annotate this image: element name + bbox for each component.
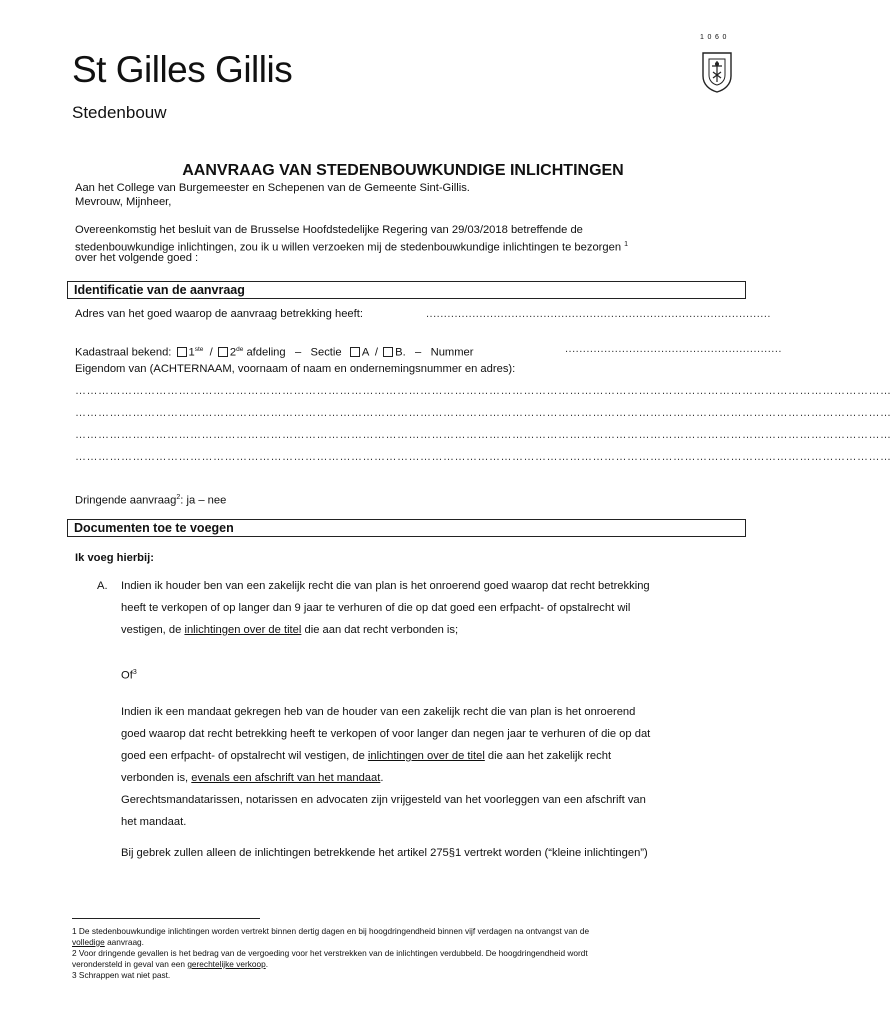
cadastral-label: Kadastraal bekend:	[75, 346, 172, 359]
fallback-note: Bij gebrek zullen alleen de inlichtingen betrekkende het artikel 275§1 vertrekt worden (“kleine inlichtingen”)	[121, 847, 648, 859]
owner-label: Eigendom van (ACHTERNAAM, voornaam of naam en ondernemingsnummer en adres):	[75, 363, 516, 375]
second-division-checkbox[interactable]	[218, 347, 228, 357]
footnote-ref-1: 1	[624, 241, 629, 248]
item-a-text	[121, 575, 736, 641]
item-b-line: goed waarop dat recht betrekking heeft te verkopen of voor langer dan negen jaar te verhuren of die op dat	[121, 728, 651, 740]
section-heading-documents: Documenten toe te voegen	[67, 519, 746, 537]
footnote-divider	[72, 918, 260, 919]
footnote-2-line: 2 Voor dringende gevallen is het bedrag van de vergoeding voor het verstrekken van de inlichtingen verdubbeld. De hoogdringendheid wordt	[72, 948, 588, 958]
document-title: AANVRAAG VAN STEDENBOUWKUNDIGE INLICHTINGEN	[182, 162, 624, 179]
attach-label: Ik voeg hierbij:	[75, 552, 154, 564]
dash: –	[294, 346, 302, 359]
text: goed een erfpacht- of opstalrecht wil vestigen, de	[121, 750, 368, 762]
logo-title: St Gilles Gillis	[72, 49, 293, 90]
owner-input-line[interactable]: ……………………………………………………………………………………………………………………………………………………………………………………………	[75, 451, 892, 463]
section-heading-identification: Identificatie van de aanvraag	[67, 281, 746, 299]
owner-input-line[interactable]: ……………………………………………………………………………………………………………………………………………………………………………………………	[75, 407, 892, 419]
section-b-label: B.	[395, 346, 406, 359]
owner-input-line[interactable]: ……………………………………………………………………………………………………………………………………………………………………………………………	[75, 385, 892, 397]
or-label	[121, 666, 137, 683]
urgent-request	[75, 491, 226, 508]
item-b-line: Gerechtsmandatarissen, notarissen en advocaten zijn vrijgesteld van het voorleggen van een afschrift van	[121, 794, 646, 806]
second-division-sup: de	[236, 346, 244, 353]
text: .	[380, 772, 384, 784]
text: .	[265, 959, 269, 969]
division-label: afdeling	[246, 346, 286, 359]
logo-subtitle: Stedenbouw	[72, 103, 167, 122]
intro-line-3: over het volgende goed :	[75, 252, 199, 264]
section-a-checkbox[interactable]	[350, 347, 360, 357]
text: verbonden is,	[121, 772, 192, 784]
number-label: Nummer	[430, 346, 474, 359]
judicial-sale-link: gerechtelijke verkoop	[187, 959, 266, 969]
item-a-line	[121, 619, 736, 641]
footnote-1	[72, 926, 732, 948]
postcode: 1060	[700, 34, 730, 41]
owner-input-line[interactable]: ……………………………………………………………………………………………………………………………………………………………………………………………	[75, 429, 892, 441]
footnote-2	[72, 948, 732, 970]
or-text: Of	[121, 669, 133, 682]
urgent-options[interactable]: : ja – nee	[180, 494, 227, 507]
item-letter-a: A.	[97, 580, 108, 592]
number-input[interactable]: .............................................................	[565, 343, 782, 355]
footnote-2-line	[72, 959, 732, 970]
title-info-link: inlichtingen over de titel	[184, 624, 302, 636]
footnote-1-line	[72, 937, 732, 948]
cadastral-row	[75, 343, 474, 360]
item-a-line: Indien ik houder ben van een zakelijk recht die van plan is het onroerend goed waarop dat recht betrekking	[121, 580, 650, 592]
item-b-line	[121, 745, 736, 767]
section-a-label: A	[361, 346, 369, 359]
item-b-line: het mandaat.	[121, 816, 187, 828]
first-division-label: 1	[188, 346, 195, 359]
section-b-checkbox[interactable]	[383, 347, 393, 357]
address-input[interactable]: .................................................................................................	[426, 308, 771, 320]
section-label: Sectie	[310, 346, 342, 359]
dash: –	[415, 346, 422, 359]
footnote-1-line: 1 De stedenbouwkundige inlichtingen worden vertrekt binnen dertig dagen en bij hoogdringendheid binnen vijf verdagen na ontvangst van de	[72, 926, 590, 936]
division-slash: /	[209, 346, 213, 359]
text: aanvraag.	[104, 937, 144, 947]
item-a-line: heeft te verkopen of op langer dan 9 jaar te verhuren of die op dat goed een erfpacht- of opstalrecht wil	[121, 602, 631, 614]
text: verondersteld in geval van een	[72, 959, 188, 969]
mandate-copy-link: evenals een afschrift van het mandaat	[191, 772, 381, 784]
footnote-3: 3 Schrappen wat niet past.	[72, 970, 171, 980]
address-label: Adres van het goed waarop de aanvraag betrekking heeft:	[75, 308, 363, 320]
intro-line-2-text: stedenbouwkundige inlichtingen, zou ik u willen verzoeken mij de stedenbouwkundige inlichtingen te bezorgen	[75, 241, 622, 254]
urgent-label: Dringende aanvraag	[75, 494, 177, 507]
item-b-line: Indien ik een mandaat gekregen heb van de houder van een zakelijk recht die van plan is het onroerend	[121, 706, 636, 718]
second-division-label: 2	[229, 346, 237, 359]
title-info-link: inlichtingen over de titel	[367, 750, 485, 762]
municipal-shield-icon	[700, 50, 734, 94]
item-b-line	[121, 767, 736, 789]
footnote-ref-2: 2	[176, 494, 181, 501]
salutation: Mevrouw, Mijnheer,	[75, 196, 172, 208]
text: die aan dat recht verbonden is;	[301, 624, 459, 636]
first-division-sup: ste	[194, 346, 204, 353]
item-b-text	[121, 701, 736, 833]
complete-link: volledige	[72, 937, 105, 947]
first-division-checkbox[interactable]	[177, 347, 187, 357]
intro-line-1: Overeenkomstig het besluit van de Brusselse Hoofdstedelijke Regering van 29/03/2018 betreffende de	[75, 224, 583, 236]
section-slash: /	[374, 346, 379, 359]
addressee: Aan het College van Burgemeester en Schepenen van de Gemeente Sint-Gillis.	[75, 182, 470, 194]
footnote-ref-3: 3	[132, 669, 137, 676]
text: vestigen, de	[121, 624, 185, 636]
text: die aan het zakelijk recht	[484, 750, 612, 762]
